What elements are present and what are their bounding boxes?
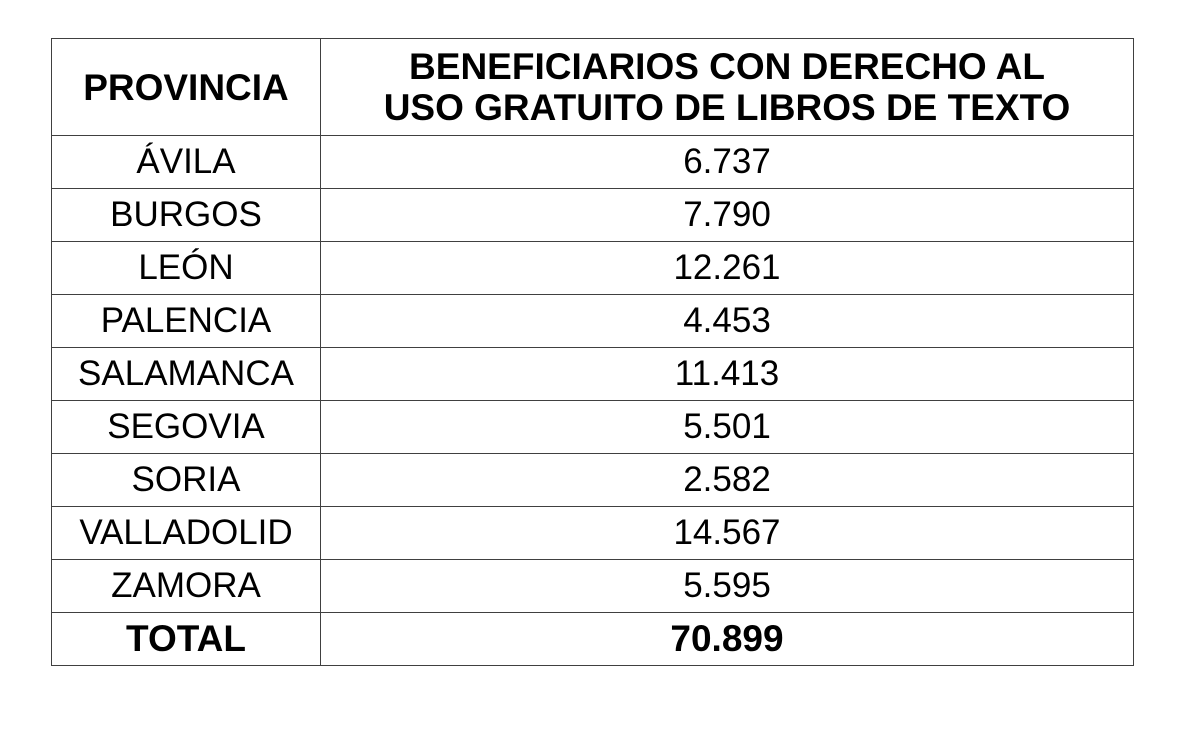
total-row: [52, 613, 1134, 666]
table-row: [52, 560, 1134, 613]
cell-beneficiarios: 12.261: [321, 242, 1134, 295]
cell-provincia: ÁVILA: [52, 136, 321, 189]
table-row: [52, 136, 1134, 189]
beneficiarios-table: [51, 38, 1134, 666]
cell-provincia: SORIA: [52, 454, 321, 507]
header-beneficiarios-line2: USO GRATUITO DE LIBROS DE TEXTO: [383, 87, 1071, 128]
header-beneficiarios: [321, 39, 1134, 136]
cell-provincia: SEGOVIA: [52, 401, 321, 454]
cell-provincia: BURGOS: [52, 189, 321, 242]
cell-beneficiarios: 6.737: [321, 136, 1134, 189]
cell-beneficiarios: 5.501: [321, 401, 1134, 454]
table-row: [52, 295, 1134, 348]
cell-beneficiarios: 4.453: [321, 295, 1134, 348]
table-row: [52, 454, 1134, 507]
cell-provincia: ZAMORA: [52, 560, 321, 613]
cell-provincia: VALLADOLID: [52, 507, 321, 560]
cell-beneficiarios: 2.582: [321, 454, 1134, 507]
cell-provincia: LEÓN: [52, 242, 321, 295]
total-value: 70.899: [321, 613, 1134, 666]
header-row: [52, 39, 1134, 136]
cell-beneficiarios: 14.567: [321, 507, 1134, 560]
total-label: TOTAL: [52, 613, 321, 666]
table-row: [52, 401, 1134, 454]
table-row: [52, 507, 1134, 560]
header-beneficiarios-line1: BENEFICIARIOS CON DERECHO AL: [409, 46, 1045, 87]
table-row: [52, 189, 1134, 242]
cell-beneficiarios: 7.790: [321, 189, 1134, 242]
cell-provincia: PALENCIA: [52, 295, 321, 348]
cell-beneficiarios: 5.595: [321, 560, 1134, 613]
table-row: [52, 348, 1134, 401]
header-provincia: PROVINCIA: [52, 39, 321, 136]
cell-beneficiarios: 11.413: [321, 348, 1134, 401]
cell-provincia: SALAMANCA: [52, 348, 321, 401]
table-row: [52, 242, 1134, 295]
